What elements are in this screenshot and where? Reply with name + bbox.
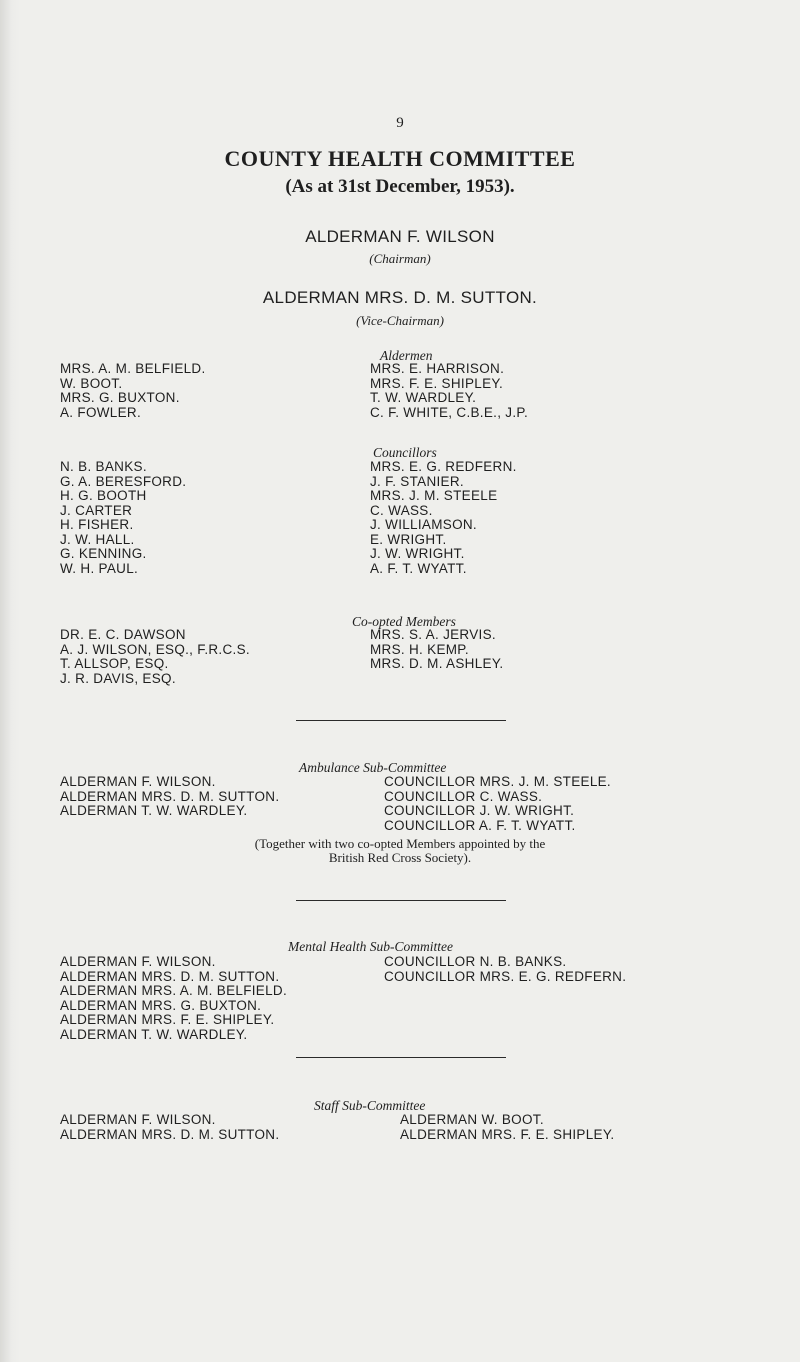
list-item: T. ALLSOP, ESQ.	[60, 656, 169, 671]
list-item: E. WRIGHT.	[370, 531, 447, 547]
mental-health-right-list	[384, 955, 626, 984]
staff-left-list	[60, 1113, 279, 1142]
list-item: N. B. BANKS.	[60, 459, 147, 474]
list-item: W. BOOT.	[60, 375, 123, 391]
page-title: COUNTY HEALTH COMMITTEE	[224, 146, 576, 171]
list-item: COUNCILLOR C. WASS.	[384, 788, 543, 804]
list-item: G. KENNING.	[60, 546, 147, 561]
list-item: T. W. WARDLEY.	[370, 390, 477, 405]
list-item: A. FOWLER.	[60, 404, 142, 420]
list-item: J. WILLIAMSON.	[370, 517, 477, 532]
list-item: ALDERMAN MRS. A. M. BELFIELD.	[60, 983, 288, 998]
staff-heading: Staff Sub-Committee	[314, 1098, 426, 1113]
list-item: C. F. WHITE, C.B.E., J.P.	[370, 404, 529, 420]
list-item: J. W. WRIGHT.	[370, 546, 465, 561]
chairman-role: (Chairman)	[369, 251, 431, 266]
vice-chairman-name: ALDERMAN MRS. D. M. SUTTON.	[262, 288, 538, 307]
aldermen-heading: Aldermen	[380, 348, 433, 363]
councillors-left-list	[60, 460, 186, 576]
list-item: MRS. S. A. JERVIS.	[370, 627, 496, 642]
aldermen-right-list	[370, 362, 528, 420]
list-item: W. H. PAUL.	[60, 560, 139, 576]
ambulance-right-list	[384, 775, 611, 833]
ambulance-left-list	[60, 775, 279, 819]
list-item: ALDERMAN F. WILSON.	[60, 1112, 216, 1127]
list-item: ALDERMAN MRS. G. BUXTON.	[60, 997, 262, 1013]
list-item: ALDERMAN F. WILSON.	[60, 954, 216, 969]
list-item: COUNCILLOR MRS. E. G. REDFERN.	[384, 968, 627, 984]
ambulance-heading: Ambulance Sub-Committee	[299, 760, 447, 775]
aldermen-left-list	[60, 362, 206, 420]
page-number: 9	[396, 115, 404, 131]
list-item: COUNCILLOR N. B. BANKS.	[384, 954, 567, 969]
list-item: J. CARTER	[60, 502, 133, 518]
list-item: ALDERMAN MRS. F. E. SHIPLEY.	[400, 1126, 615, 1142]
coopted-heading: Co-opted Members	[352, 614, 456, 629]
list-item: J. R. DAVIS, ESQ.	[60, 670, 176, 686]
councillors-heading: Councillors	[373, 445, 437, 460]
list-item: MRS. E. HARRISON.	[370, 361, 505, 376]
list-item: MRS. A. M. BELFIELD.	[60, 361, 206, 376]
list-item: ALDERMAN MRS. D. M. SUTTON.	[60, 788, 280, 804]
list-item: MRS. D. M. ASHLEY.	[370, 656, 504, 671]
list-item: MRS. F. E. SHIPLEY.	[370, 375, 503, 391]
list-item: A. F. T. WYATT.	[370, 560, 467, 576]
list-item: ALDERMAN F. WILSON.	[60, 774, 216, 789]
list-item: COUNCILLOR A. F. T. WYATT.	[384, 817, 576, 833]
coopted-left-list	[60, 628, 250, 686]
chairman-name: ALDERMAN F. WILSON	[305, 227, 495, 246]
page-binding-edge	[0, 0, 20, 1362]
coopted-right-list	[370, 628, 503, 672]
list-item: H. FISHER.	[60, 517, 134, 532]
ambulance-note-line-1: (Together with two co-opted Members appointed by the	[254, 836, 546, 851]
section-divider	[296, 720, 506, 721]
ambulance-note-line-2: British Red Cross Society).	[328, 850, 472, 865]
list-item: H. G. BOOTH	[60, 488, 147, 503]
list-item: ALDERMAN W. BOOT.	[400, 1112, 544, 1127]
vice-chairman-role: (Vice-Chairman)	[356, 313, 444, 328]
list-item: ALDERMAN T. W. WARDLEY.	[60, 1026, 248, 1042]
list-item: MRS. J. M. STEELE	[370, 488, 498, 503]
list-item: COUNCILLOR MRS. J. M. STEELE.	[384, 774, 611, 789]
list-item: G. A. BERESFORD.	[60, 473, 187, 489]
section-divider	[296, 900, 506, 901]
list-item: A. J. WILSON, ESQ., F.R.C.S.	[60, 641, 250, 657]
list-item: DR. E. C. DAWSON	[60, 627, 186, 642]
staff-right-list	[400, 1113, 614, 1142]
councillors-right-list	[370, 460, 517, 576]
list-item: ALDERMAN MRS. D. M. SUTTON.	[60, 1126, 280, 1142]
list-item: ALDERMAN MRS. D. M. SUTTON.	[60, 968, 280, 984]
list-item: ALDERMAN MRS. F. E. SHIPLEY.	[60, 1012, 275, 1027]
mental-health-heading: Mental Health Sub-Committee	[288, 939, 453, 954]
mental-health-left-list	[60, 955, 287, 1042]
list-item: C. WASS.	[370, 502, 433, 518]
list-item: J. F. STANIER.	[370, 473, 464, 489]
list-item: MRS. G. BUXTON.	[60, 390, 180, 405]
list-item: MRS. E. G. REDFERN.	[370, 459, 517, 474]
list-item: COUNCILLOR J. W. WRIGHT.	[384, 803, 575, 818]
section-divider	[296, 1057, 506, 1058]
list-item: ALDERMAN T. W. WARDLEY.	[60, 803, 248, 818]
list-item: J. W. HALL.	[60, 531, 135, 547]
page-subtitle: (As at 31st December, 1953).	[285, 176, 515, 197]
list-item: MRS. H. KEMP.	[370, 641, 469, 657]
